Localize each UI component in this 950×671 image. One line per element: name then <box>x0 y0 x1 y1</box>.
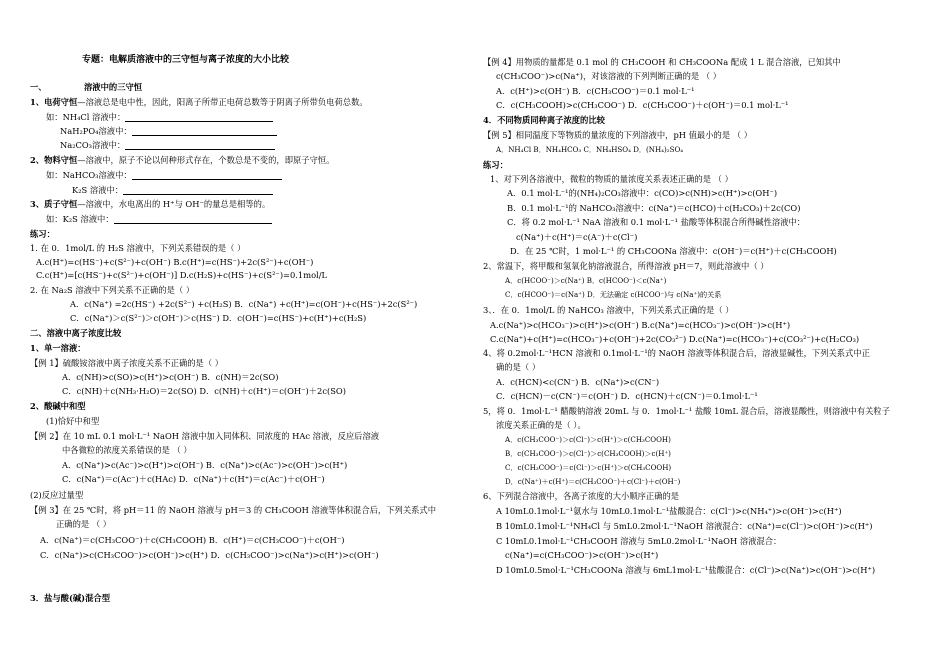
example2-question-2: 中各微粒的浓度关系错误的是 （ ） <box>62 445 192 455</box>
practice2-options-cd: C．c(Na⁺)＞c(S²⁻)＞c(OH⁻)＞c(HS⁻) D．c(OH⁻)=c(HS⁻)+c(H⁺)+c(H₂S) <box>70 313 367 323</box>
q6-option-d: D 10mL0.5mol·L⁻¹CH₃COONa 溶液与 6mL1mol·L⁻¹盐酸混合：c(Cl⁻)>c(Na⁺)>c(OH⁻)>c(H⁺) <box>496 565 876 575</box>
salt-acid-heading: 3．盐与酸(碱)混合型 <box>30 593 110 603</box>
material-example-1: 如：NaHCO₃溶液中： <box>46 170 282 180</box>
proton-example-1: 如：K₂S 溶液中： <box>46 214 272 224</box>
q4-stem-2: 确的是（ ） <box>496 362 541 372</box>
q1-option-d: D．在 25 ℃时，1 mol·L⁻¹ 的 CH₃COONa 溶液中：c(OH⁻)＝c(H⁺)＋c(CH₃COOH) <box>510 246 837 256</box>
page-title: 专题：电解质溶液中的三守恒与离子浓度的大小比较 <box>82 55 290 65</box>
section1-number: 一、 <box>30 82 47 92</box>
q5-option-d: D．c(Na⁺)＋c(H⁺)＝c(CH₃COO⁻)＋c(Cl⁻)＋c(OH⁻) <box>505 477 681 486</box>
example4-options-cd: C．c(CH₃COOH)>c(CH₃COO⁻) D．c(CH₃COO⁻)＋c(OH⁻)＝0.1 mol·L⁻¹ <box>496 100 789 110</box>
practice2-options-ab: A．c(Na⁺) =2c(HS⁻) +2c(S²⁻) +c(H₂S) B．c(Na⁺) +c(H⁺)=c(OH⁻)+c(HS⁻)+2c(S²⁻) <box>70 299 418 309</box>
q6-option-b: B 10mL0.1mol·L⁻¹NH₄Cl 与 5mL0.2mol·L⁻¹NaOH 溶液混合：c(Na⁺)=c(Cl⁻)>c(OH⁻)>c(H⁺) <box>496 521 873 531</box>
charge-example-2: NaH₂PO₄溶液中： <box>60 126 277 136</box>
section2-heading: 二、溶液中离子浓度比较 <box>30 328 122 338</box>
example5-question: 【例 5】相同温度下等物质的量浓度的下列溶液中，pH 值最小的是 （ ） <box>483 130 752 140</box>
section4-heading: 4．不同物质同种离子浓度的比较 <box>483 115 605 125</box>
example5-options: A．NH₄Cl B．NH₄HCO₃ C．NH₄HSO₄ D．(NH₄)₂SO₄ <box>496 145 684 154</box>
neutralization-heading: 2、酸碱中和型 <box>30 401 86 411</box>
example4-question-1: 【例 4】用物质的量都是 0.1 mol 的 CH₃COOH 和 CH₃COONa 配成 1 L 混合溶液，已知其中 <box>483 57 841 67</box>
q5-option-a: A．c(CH₃COO⁻)＞c(Cl⁻)＞c(H⁺)＞c(CH₃COOH) <box>505 435 671 444</box>
q2-options-cd: C．c(HCOO⁻)＝c(Na⁺) D．无法确定 c(HCOO⁻)与 c(Na⁺)的关系 <box>505 290 722 299</box>
answer-blank[interactable] <box>132 171 282 180</box>
q3-options-cd: C.c(Na⁺)+c(H⁺)=c(HCO₃⁻)+c(OH⁻)+2c(CO₃²⁻) D.c(Na⁺)=c(HCO₃⁻)+c(CO₃²⁻)+c(H₂CO₃) <box>490 334 860 344</box>
answer-blank[interactable] <box>132 127 277 136</box>
q5-stem-2: 浓度关系正确的是（ ）。 <box>496 420 586 430</box>
example4-question-2: c(CH₃COO⁻)>c(Na⁺)，对该溶液的下列判断正确的是 （ ） <box>496 71 722 81</box>
answer-blank[interactable] <box>123 186 273 195</box>
practice1-question: 1. 在 0．1mol/L 的 H₂S 溶液中，下列关系错误的是（ ） <box>30 243 246 253</box>
charge-example-1: 如：NH₄Cl 溶液中： <box>46 112 273 122</box>
q5-stem-1: 5，将 0．1mol·L⁻¹ 醋酸钠溶液 20mL 与 0．1mol·L⁻¹ 盐酸 10mL 混合后，溶液显酸性，则溶液中有关粒子 <box>483 406 891 416</box>
practice-heading-1: 练习： <box>30 229 55 239</box>
practice1-options-ab: A.c(H⁺)=c(HS⁻)+c(S²⁻)+c(OH⁻) B.c(H⁺)=c(HS⁻)+2c(S²⁻)+c(OH⁻) <box>36 257 314 267</box>
q4-stem-1: 4、将 0.2mol·L⁻¹HCN 溶液和 0.1mol·L⁻¹的 NaOH 溶液等体积混合后，溶液显碱性，下列关系式中正 <box>483 348 870 358</box>
q5-option-b: B．c(CH₃COO⁻)＞c(Cl⁻)＞c(CH₃COOH)＞c(H⁺) <box>505 449 671 458</box>
practice-heading-2: 练习： <box>483 160 508 170</box>
example1-options-ab: A．c(NH)>c(SO)>c(H⁺)>c(OH⁻) B．c(NH)＝2c(SO) <box>62 372 279 382</box>
example4-options-ab: A．c(H⁺)>c(OH⁻) B．c(CH₃COO⁻)＝0.1 mol·L⁻¹ <box>496 86 695 96</box>
example2-options-cd: C．c(Na⁺)＝c(Ac⁻)＋c(HAc) D．c(Na⁺)＋c(H⁺)＝c(Ac⁻)＋c(OH⁻) <box>62 474 325 484</box>
answer-blank[interactable] <box>125 141 275 150</box>
excess-reaction: (2)反应过量型 <box>30 490 84 500</box>
material-example-2: K₂S 溶液中： <box>72 185 273 195</box>
section1-heading: 溶液中的三守恒 <box>84 82 143 92</box>
example2-question-1: 【例 2】在 10 mL 0.1 mol·L⁻¹ NaOH 溶液中加入同体积、同浓度的 HAc 溶液，反应后溶液 <box>30 431 380 441</box>
q5-option-c: C．c(CH₃COO⁻)＝c(Cl⁻)＞c(H⁺)＞c(CH₃COOH) <box>505 463 672 472</box>
q6-option-c-1: C 10mL0.1mol·L⁻¹CH₃COOH 溶液与 5mL0.2mol·L⁻¹NaOH 溶液混合： <box>496 536 782 546</box>
q4-options-cd: C．c(HCN)－c(CN⁻)＝c(OH⁻) D．c(HCN)＋c(CN⁻)＝0.1mol·L⁻¹ <box>496 391 758 401</box>
example3-question-2: 正确的是 （ ） <box>56 519 112 529</box>
q1-option-a: A．0.1 mol·L⁻¹的(NH₄)₂CO₃溶液中：c(CO)>c(NH)>c(H⁺)>c(OH⁻) <box>507 188 778 198</box>
charge-conservation: 1、电荷守恒—溶液总是电中性，因此，阳离子所带正电荷总数等于阴离子所带负电荷总数。 <box>30 97 368 107</box>
example1-options-cd: C．c(NH)＋c(NH₃·H₂O)＝2c(SO) D．c(NH)＋c(H⁺)＝c(OH⁻)＋2c(SO) <box>62 386 346 396</box>
example3-options-ab: A．c(Na⁺)＝c(CH₃COO⁻)＋c(CH₃COOH) B．c(H⁺)＝c(CH₃COO⁻)＋c(OH⁻) <box>40 535 345 545</box>
q4-options-ab: A．c(HCN)<c(CN⁻) B．c(Na⁺)>c(CN⁻) <box>496 377 660 387</box>
q6-option-a: A 10mL0.1mol·L⁻¹氨水与 10mL0.1mol·L⁻¹盐酸混合：c(Cl⁻)>c(NH₄⁺)>c(OH⁻)>c(H⁺) <box>496 506 842 516</box>
q1-option-c-1: C．将 0.2 mol·L⁻¹ NaA 溶液和 0.1 mol·L⁻¹ 盐酸等体积混合所得碱性溶液中： <box>507 217 806 227</box>
q2-stem: 2、常温下，将甲酸和氢氧化钠溶液混合，所得溶液 pH＝7，则此溶液中（ ） <box>483 261 769 271</box>
q6-option-c-2: c(Na⁺)=c(CH₃COO⁻)>c(OH⁻)>c(H⁺) <box>505 550 659 560</box>
q1-stem: 1、对下列各溶液中，微粒的物质的量浓度关系表述正确的是 （ ） <box>490 174 733 184</box>
single-solution-heading: 1、单一溶液： <box>30 343 86 353</box>
practice1-options-cd: C.c(H⁺)=[c(HS⁻)+c(S²⁻)+c(OH⁻)] D.c(H₂S)+c(HS⁻)+c(S²⁻)=0.1mol/L <box>36 270 328 280</box>
charge-example-3: Na₂CO₃溶液中： <box>60 140 275 150</box>
q1-option-b: B．0.1 mol·L⁻¹的 NaHCO₃溶液中：c(Na⁺)＝c(HCO)＋c(H₂CO₃)＋2c(CO) <box>507 203 801 213</box>
q1-option-c-2: c(Na⁺)＋c(H⁺)＝c(A⁻)＋c(Cl⁻) <box>516 232 638 242</box>
example3-options-cd: C．c(Na⁺)>c(CH₃COO⁻)>c(OH⁻)>c(H⁺) D．c(CH₃COO⁻)>c(Na⁺)>c(H⁺)>c(OH⁻) <box>40 550 379 560</box>
q3-options-ab: A.c(Na⁺)>c(HCO₃⁻)>c(H⁺)>c(OH⁻) B.c(Na⁺)=c(HCO₃⁻)>c(OH⁻)>c(H⁺) <box>490 320 791 330</box>
material-conservation: 2、物料守恒—溶液中，原子不论以何种形式存在，个数总是不变的，即原子守恒。 <box>30 155 335 165</box>
example2-options-ab: A．c(Na⁺)>c(Ac⁻)>c(H⁺)>c(OH⁻) B．c(Na⁺)>c(Ac⁻)>c(OH⁻)>c(H⁺) <box>62 460 348 470</box>
example1-question: 【例 1】硫酸铵溶液中离子浓度关系不正确的是（ ） <box>30 358 224 368</box>
q2-options-ab: A．c(HCOO⁻)＞c(Na⁺) B．c(HCOO⁻)＜c(Na⁺) <box>505 276 667 285</box>
q6-stem: 6、下列混合溶液中，各离子浓度的大小顺序正确的是 <box>483 491 680 501</box>
proton-conservation: 3、质子守恒—溶液中，水电离出的 H⁺与 OH⁻的量总是相等的。 <box>30 199 271 209</box>
q3-stem: 3、．在 0．1mol/L 的 NaHCO₃ 溶液中，下列关系式正确的是（ ） <box>483 305 734 315</box>
practice2-question: 2. 在 Na₂S 溶液中下列关系不正确的是（ ） <box>30 285 195 295</box>
exact-neutralization: (1)恰好中和型 <box>46 416 100 426</box>
answer-blank[interactable] <box>114 215 272 224</box>
example3-question-1: 【例 3】在 25 ℃时，将 pH＝11 的 NaOH 溶液与 pH＝3 的 CH₃COOH 溶液等体积混合后，下列关系式中 <box>30 505 437 515</box>
answer-blank[interactable] <box>125 113 273 122</box>
